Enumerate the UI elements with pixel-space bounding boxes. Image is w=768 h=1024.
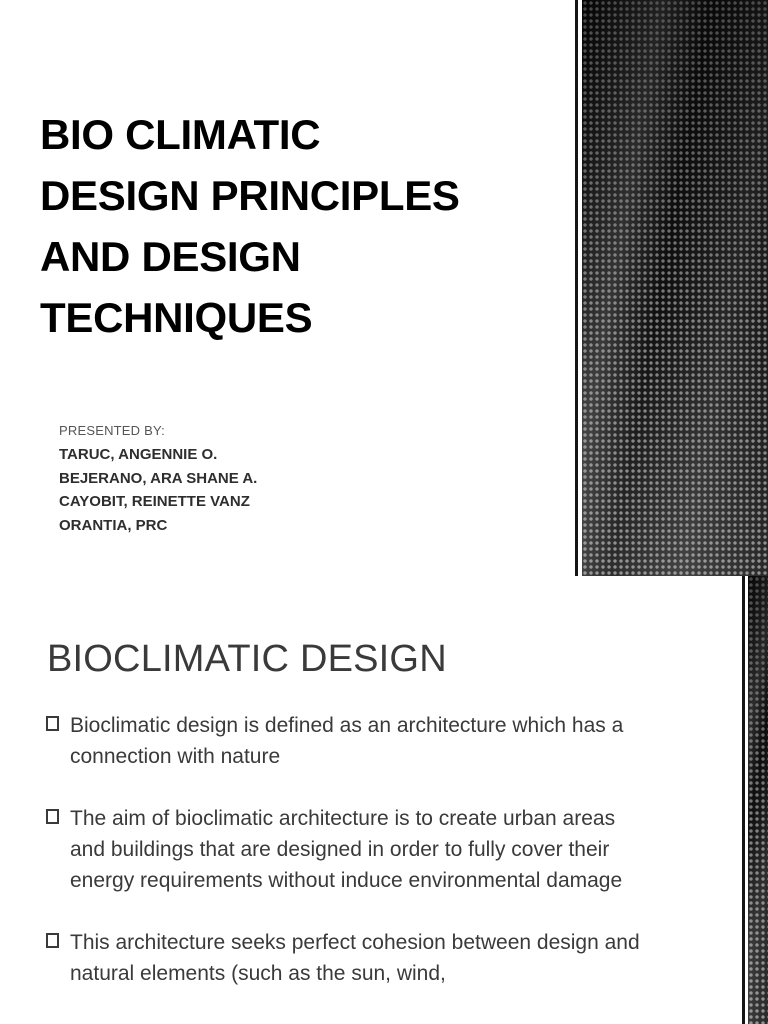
bullet-list bbox=[46, 710, 646, 1020]
square-bullet-icon bbox=[46, 809, 59, 824]
bullet-text: This architecture seeks perfect cohesion between design and natural elements (such as the sun, wind, bbox=[70, 931, 640, 985]
slide-title bbox=[40, 104, 460, 348]
presenter-name: BEJERANO, ARA SHANE A. bbox=[59, 469, 258, 487]
perforated-metal-texture bbox=[582, 0, 768, 576]
decorative-side-panel bbox=[742, 576, 768, 1024]
bullet-item bbox=[46, 803, 646, 896]
content-slide bbox=[0, 576, 768, 1024]
panel-divider-line bbox=[575, 0, 578, 576]
bullet-text: The aim of bioclimatic architecture is to create urban areas and buildings that are designed in order to fully cover their energy requirements without induce environmental damage bbox=[70, 807, 623, 892]
presenter-list bbox=[59, 443, 257, 537]
presenter-name: ORANTIA, PRC bbox=[59, 516, 168, 534]
slide-heading: BIOCLIMATIC DESIGN bbox=[47, 638, 447, 680]
bullet-item bbox=[46, 927, 646, 989]
square-bullet-icon bbox=[46, 933, 59, 948]
presented-by-label: PRESENTED BY: bbox=[59, 423, 165, 438]
presenter-name: TARUC, ANGENNIE O. bbox=[59, 446, 218, 463]
title-line: TECHNIQUES bbox=[40, 294, 313, 341]
title-line: AND DESIGN bbox=[40, 233, 301, 280]
title-line: DESIGN PRINCIPLES bbox=[40, 172, 460, 219]
decorative-side-panel bbox=[575, 0, 768, 576]
perforated-metal-texture bbox=[748, 576, 768, 1024]
title-line: BIO CLIMATIC bbox=[40, 111, 321, 158]
bullet-text: Bioclimatic design is defined as an architecture which has a connection with nature bbox=[70, 714, 624, 768]
square-bullet-icon bbox=[46, 716, 59, 731]
bullet-item bbox=[46, 710, 646, 772]
presenter-name: CAYOBIT, REINETTE VANZ bbox=[59, 493, 250, 510]
panel-divider-line bbox=[742, 576, 745, 1024]
